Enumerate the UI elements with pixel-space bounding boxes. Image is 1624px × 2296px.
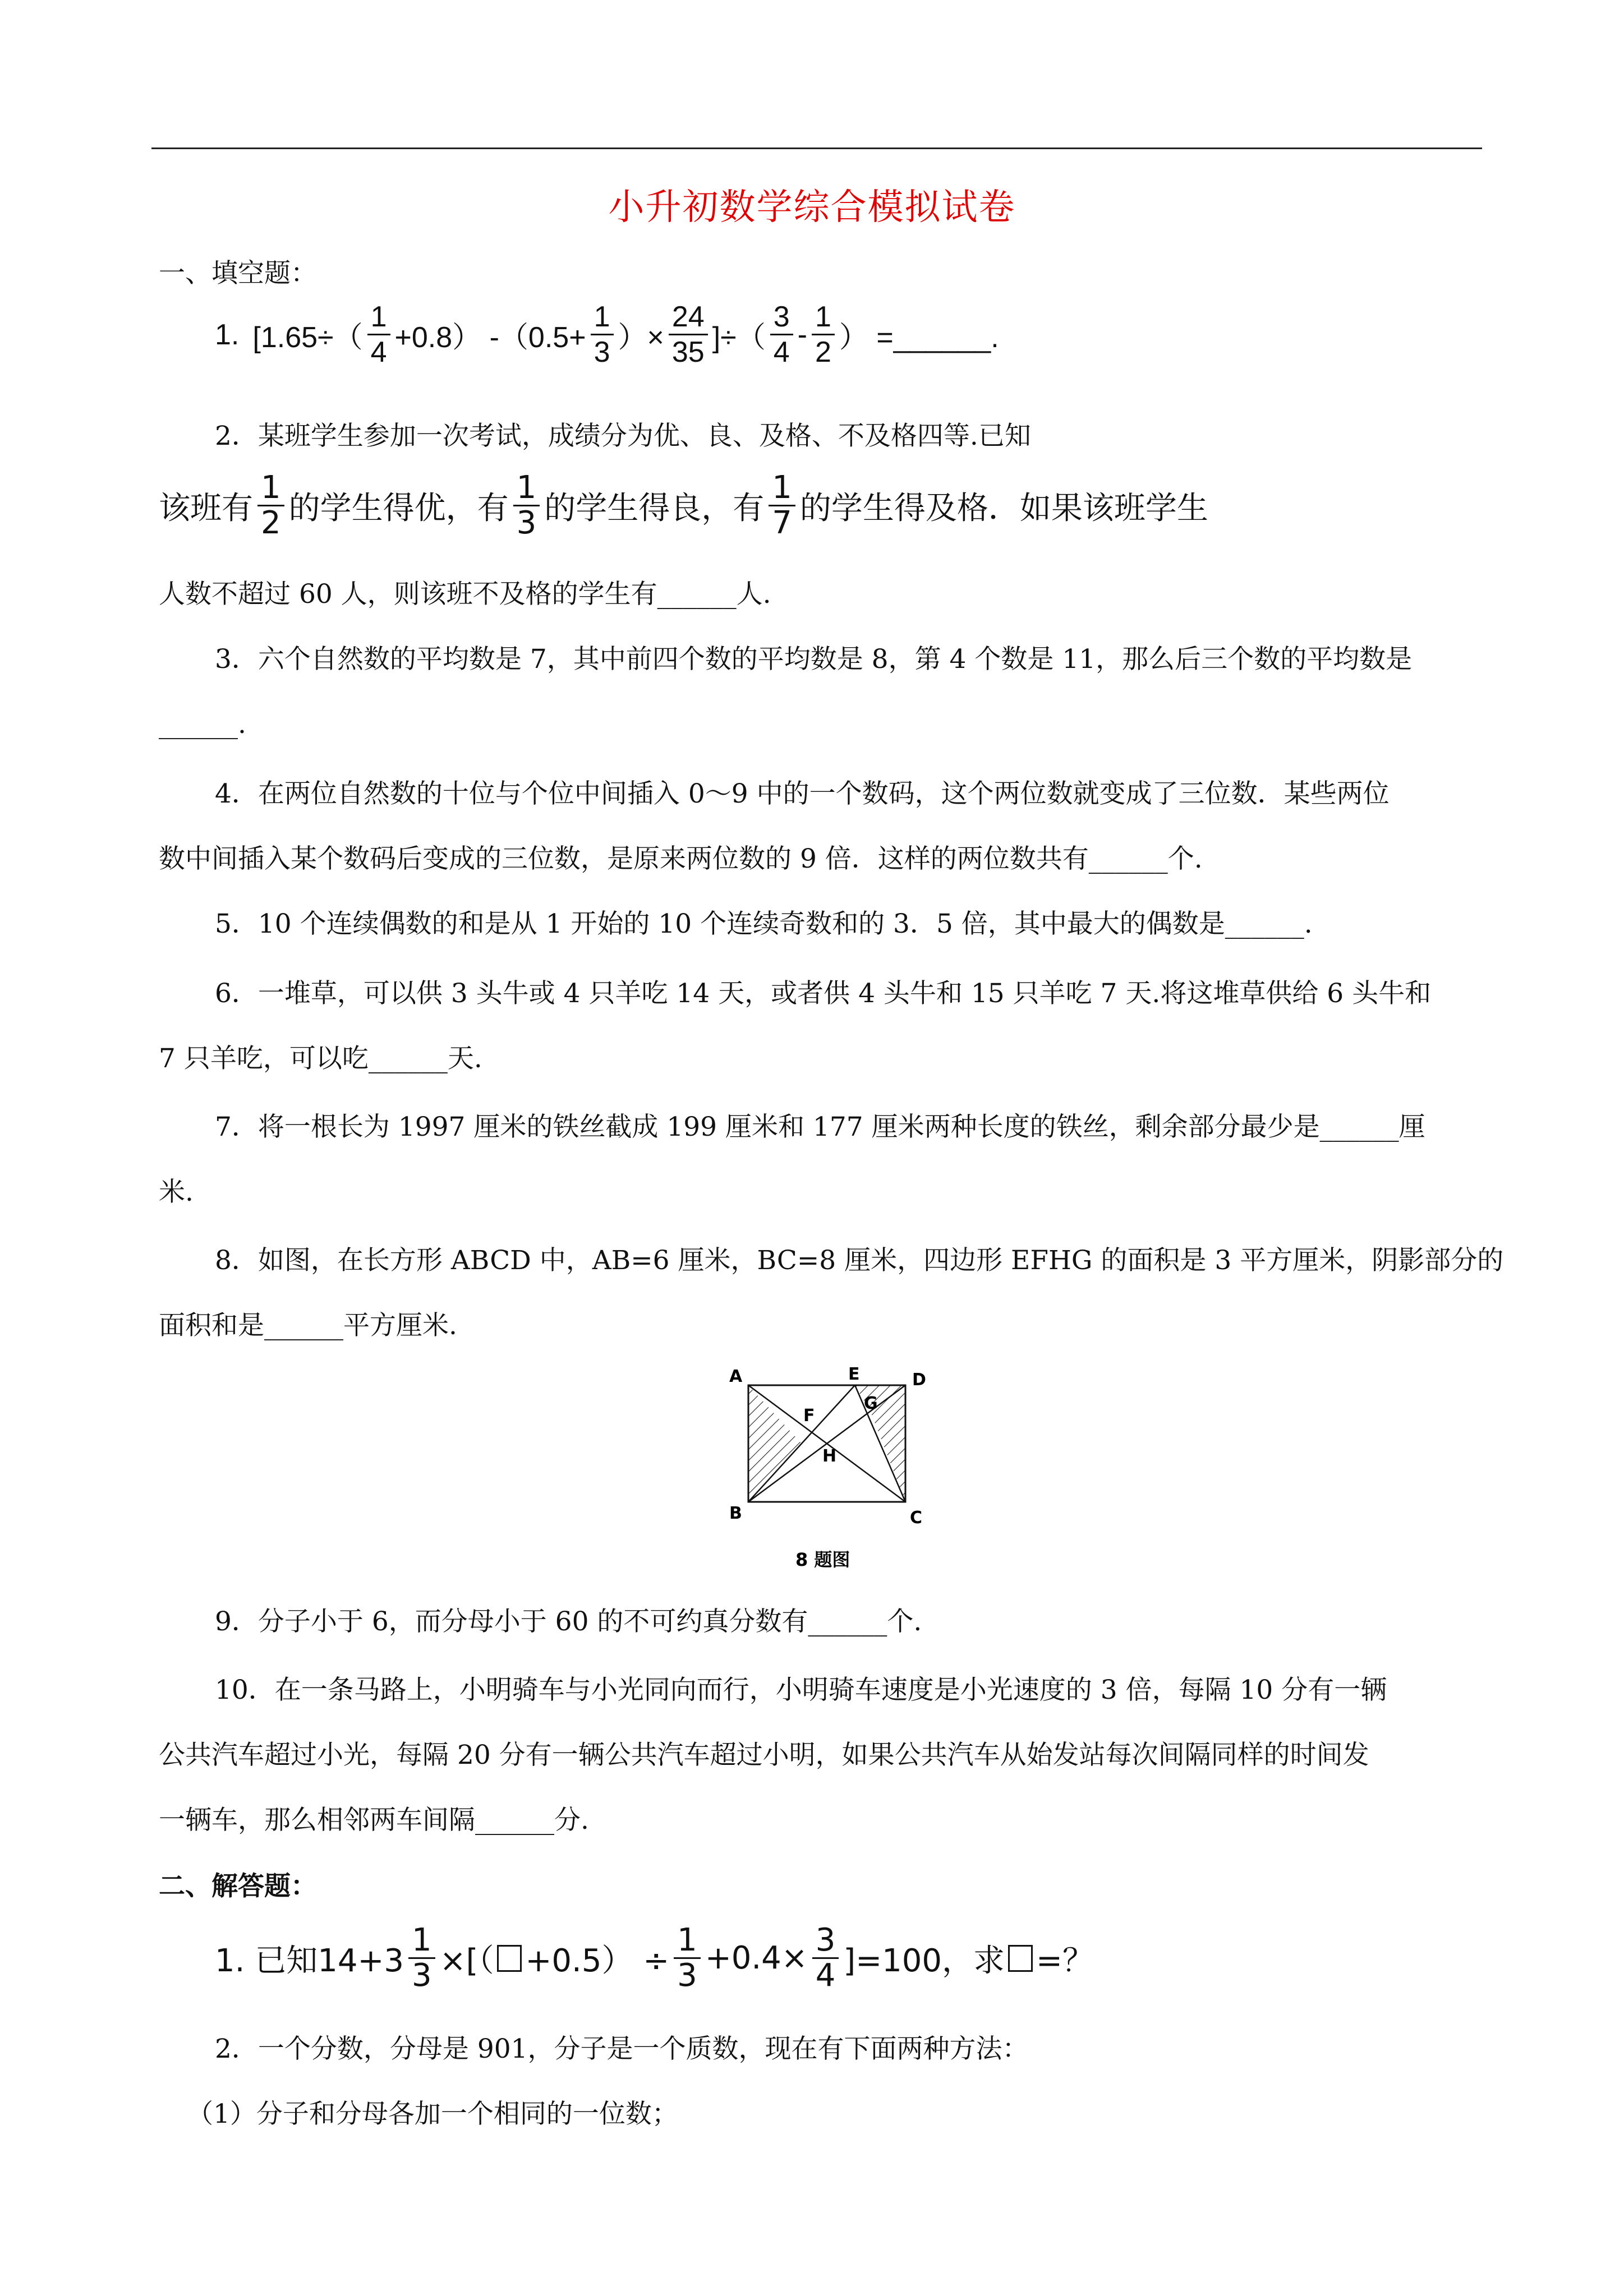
q1-part: ]÷（ (712, 321, 766, 354)
q1-fraction: $\frac{1}{4}$ (367, 300, 390, 369)
question-3-line-1: 3．六个自然数的平均数是 7，其中前四个数的平均数是 8，第 4 个数是 11，那么后三个数的平均数是 (215, 644, 1413, 675)
q2-fraction: $\frac{1}{2}$ (257, 471, 284, 540)
q2-fraction: $\frac{1}{3}$ (513, 471, 540, 540)
question-4-line-1: 4．在两位自然数的十位与个位中间插入 0～9 中的一个数码，这个两位数就变成了三位数．某些两位 (215, 778, 1390, 809)
question-2-line-3: 人数不超过 60 人，则该班不及格的学生有______人. (159, 579, 771, 610)
question-8-figure (724, 1363, 937, 1576)
question-4-line-2: 数中间插入某个数码后变成的三位数，是原来两位数的 9 倍．这样的两位数共有______个. (159, 843, 1203, 874)
q2-fraction: $\frac{1}{7}$ (769, 471, 795, 540)
question-5-line-1: 5．10 个连续偶数的和是从 1 开始的 10 个连续奇数和的 3．5 倍，其中最大的偶数是______. (215, 909, 1313, 939)
label-a: A (729, 1367, 743, 1386)
q1-part: ）× (618, 321, 664, 354)
figure-caption: 8 题图 (795, 1549, 850, 1570)
shaded-region (748, 1385, 802, 1502)
s2q1-fraction: $\frac{3}{4}$ (812, 1924, 839, 1993)
section-2-question-1: 1. 已知14+3 $\frac{1}{3}$ ×[（ +0.5） ÷ $\frac{1}{3}$ +0.4× $\frac{3}{4}$ ]=100，求 =？ (215, 1922, 1094, 1994)
question-2-line-2: 该班有 $\frac{1}{2}$ 的学生得优，有 $\frac{1}{3}$ 的学生得良，有 $\frac{1}{7}$ 的学生得及格．如果该班学生 (159, 469, 1208, 541)
q1-number: 1. (215, 318, 240, 351)
label-d: D (912, 1370, 926, 1390)
question-10-line-2: 公共汽车超过小光，每隔 20 分有一辆公共汽车超过小明，如果公共汽车从始发站每次间隔同样的时间发 (159, 1740, 1369, 1771)
s2q1-fraction: $\frac{1}{3}$ (408, 1924, 435, 1993)
blank-box-symbol (497, 1945, 522, 1972)
q1-part: +0.8） -（0.5+ (394, 321, 586, 354)
page-title: 小升初数学综合模拟试卷 (608, 187, 1016, 228)
s2q1-fraction: $\frac{1}{3}$ (674, 1924, 701, 1993)
label-h: H (822, 1446, 837, 1466)
q1-fraction: $\frac{1}{3}$ (591, 300, 614, 369)
section-1-heading: 一、填空题： (159, 258, 317, 289)
question-2-line-1: 2．某班学生参加一次考试，成绩分为优、良、及格、不及格四等.已知 (215, 421, 1031, 451)
question-9-line-1: 9．分子小于 6，而分母小于 60 的不可约真分数有______个. (215, 1606, 922, 1637)
question-8-line-2: 面积和是______平方厘米. (159, 1310, 457, 1341)
label-f: F (803, 1406, 815, 1426)
question-10-line-3: 一辆车，那么相邻两车间隔______分. (159, 1805, 589, 1836)
question-1-formula (215, 300, 999, 369)
q1-fraction: $\frac{24}{35}$ (669, 300, 708, 369)
q1-part: ） =______. (839, 321, 999, 354)
header-rule (151, 147, 1482, 149)
question-6-line-2: 7 只羊吃，可以吃______天. (159, 1043, 482, 1074)
label-e: E (848, 1364, 860, 1384)
section-2-question-2-line-1: 2．一个分数，分母是 901，分子是一个质数，现在有下面两种方法： (215, 2034, 1029, 2064)
q1-part: [1.65÷（ (252, 321, 363, 354)
question-3-line-2: ______. (159, 709, 246, 740)
section-2-heading: 二、解答题： (159, 1871, 317, 1902)
section-2-question-2-line-2: （1）分子和分母各加一个相同的一位数； (187, 2099, 678, 2129)
question-8-line-1: 8．如图，在长方形 ABCD 中，AB=6 厘米，BC=8 厘米，四边形 EFHG 的面积是 3 平方厘米，阴影部分的 (215, 1245, 1504, 1276)
blank-box-symbol (1008, 1945, 1033, 1972)
question-7-line-2: 米. (159, 1177, 194, 1207)
label-c: C (910, 1508, 923, 1528)
label-g: G (864, 1394, 878, 1413)
question-7-line-1: 7．将一根长为 1997 厘米的铁丝截成 199 厘米和 177 厘米两种长度的铁丝，剩余部分最少是______厘 (215, 1112, 1425, 1142)
question-10-line-1: 10．在一条马路上，小明骑车与小光同向而行，小明骑车速度是小光速度的 3 倍，每隔 10 分有一辆 (215, 1675, 1387, 1705)
q1-fraction: $\frac{3}{4}$ (770, 300, 793, 369)
q1-fraction: $\frac{1}{2}$ (812, 300, 835, 369)
question-6-line-1: 6．一堆草，可以供 3 头牛或 4 只羊吃 14 天，或者供 4 头牛和 15 只羊吃 7 天.将这堆草供给 6 头牛和 (215, 978, 1432, 1009)
q1-part: - (797, 318, 807, 351)
label-b: B (729, 1504, 742, 1523)
